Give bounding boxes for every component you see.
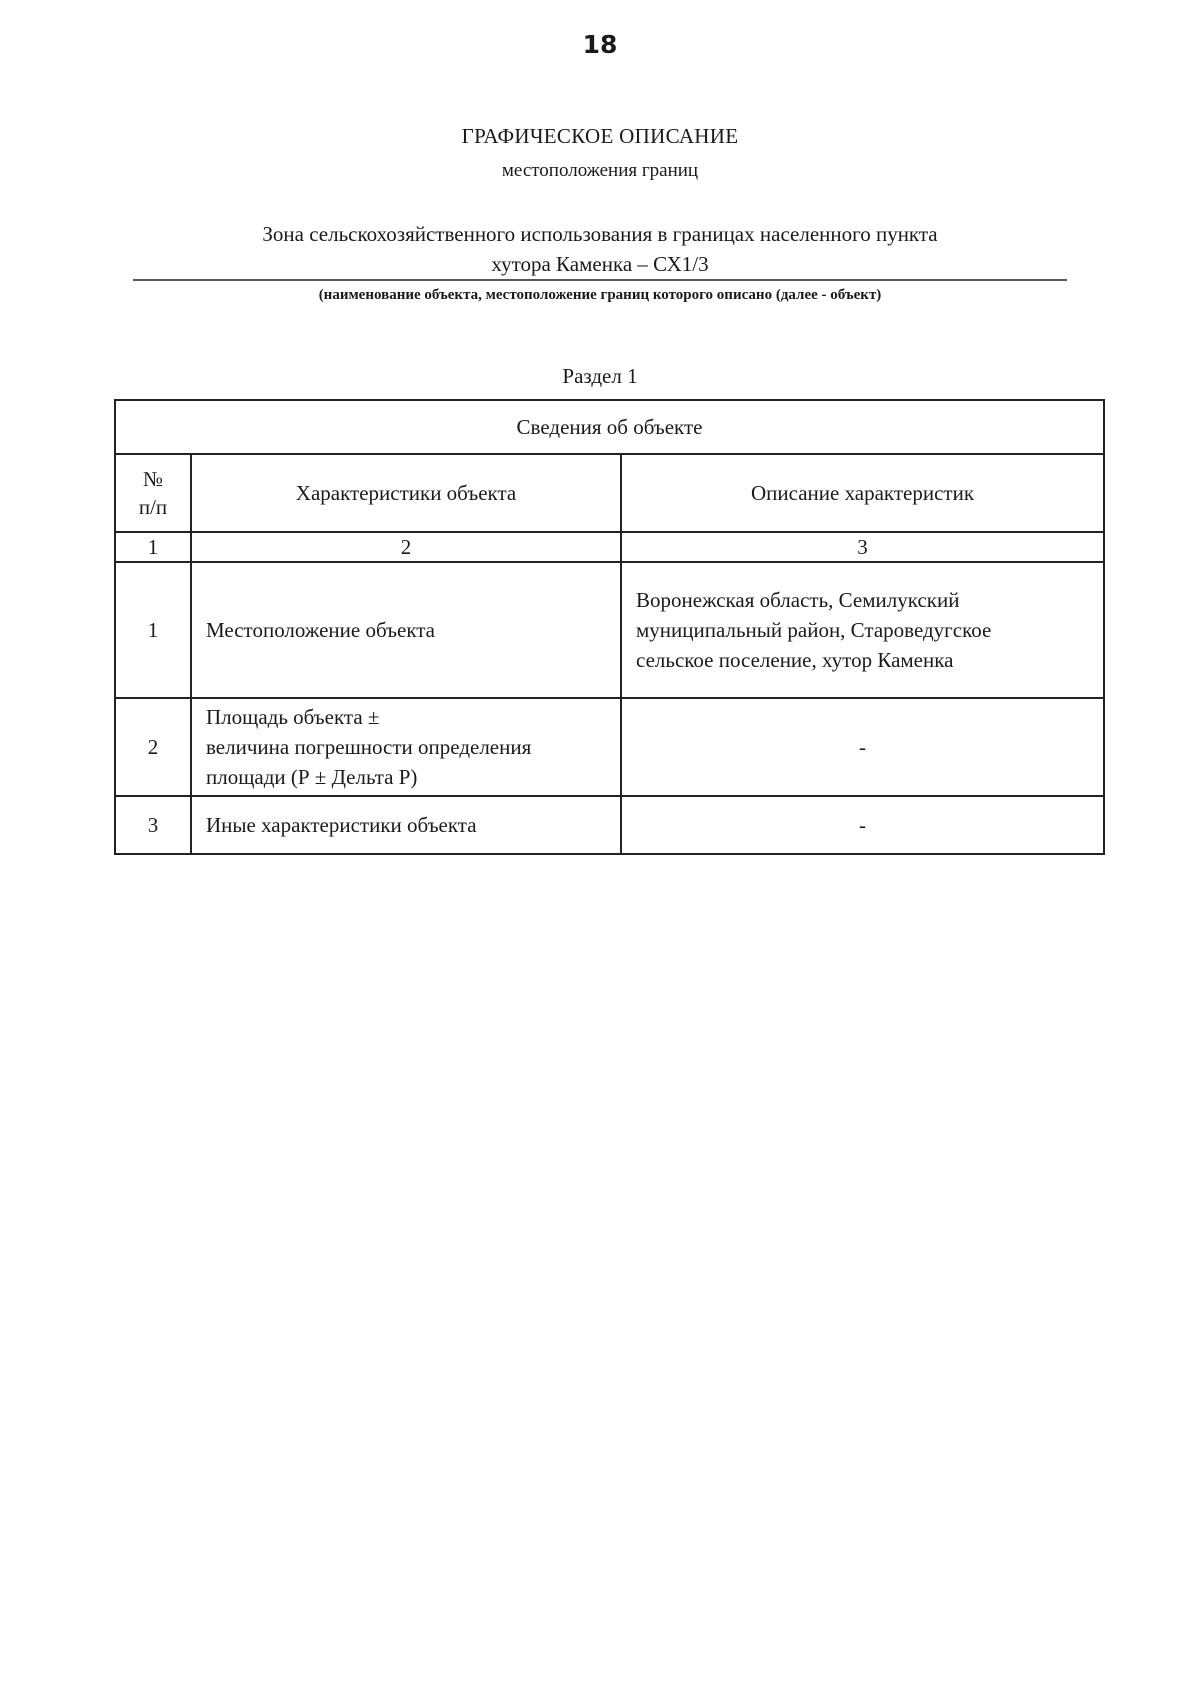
cell-line: - [859,735,867,759]
table-header-row [115,454,1104,532]
table-row [115,698,1104,796]
row-characteristic [191,698,621,796]
header-number-line-2: п/п [138,495,168,519]
column-number-3: 3 [621,532,1104,562]
row-number: 3 [115,796,191,854]
table-group-header-row [115,400,1104,454]
row-number: 2 [115,698,191,796]
header-characteristic: Характеристики объекта [191,454,621,532]
object-info-table [114,399,1105,855]
cell-line: площади (Р ± Дельта Р) [206,765,418,789]
table-row [115,796,1104,854]
row-description [621,698,1104,796]
document-subtitle: местоположения границ [501,160,699,181]
column-number-row [115,532,1104,562]
document-title: ГРАФИЧЕСКОЕ ОПИСАНИЕ [461,124,739,148]
cell-line: сельское поселение, хутор Каменка [636,648,954,672]
table-row [115,562,1104,698]
header-number [115,454,191,532]
cell-line: - [859,812,867,837]
section-label: Раздел 1 [562,364,638,388]
page-number: 18 [582,30,618,59]
cell-line: муниципальный район, Староведугское [636,618,992,642]
row-description [621,796,1104,854]
cell-line: Местоположение объекта [206,618,436,642]
row-characteristic [191,796,621,854]
column-number-2: 2 [191,532,621,562]
object-name-line-1: Зона сельскохозяйственного использования в границах населенного пункта [262,222,938,246]
cell-line: Воронежская область, Семилукский [636,588,960,612]
object-underline [133,279,1067,281]
column-number-1: 1 [115,532,191,562]
row-number: 1 [115,562,191,698]
cell-line: Площадь объекта ± [206,705,380,729]
object-name-line-2: хутора Каменка – СХ1/3 [491,252,709,276]
header-number-line-1: № [142,467,164,491]
object-caption: (наименование объекта, местоположение границ которого описано (далее - объект) [318,287,882,303]
header-description: Описание характеристик [621,454,1104,532]
row-characteristic [191,562,621,698]
table-group-header: Сведения об объекте [115,400,1104,454]
row-description [621,562,1104,698]
object-name [133,219,1067,279]
cell-line: величина погрешности определения [206,735,532,759]
cell-line: Иные характеристики объекта [206,812,477,837]
